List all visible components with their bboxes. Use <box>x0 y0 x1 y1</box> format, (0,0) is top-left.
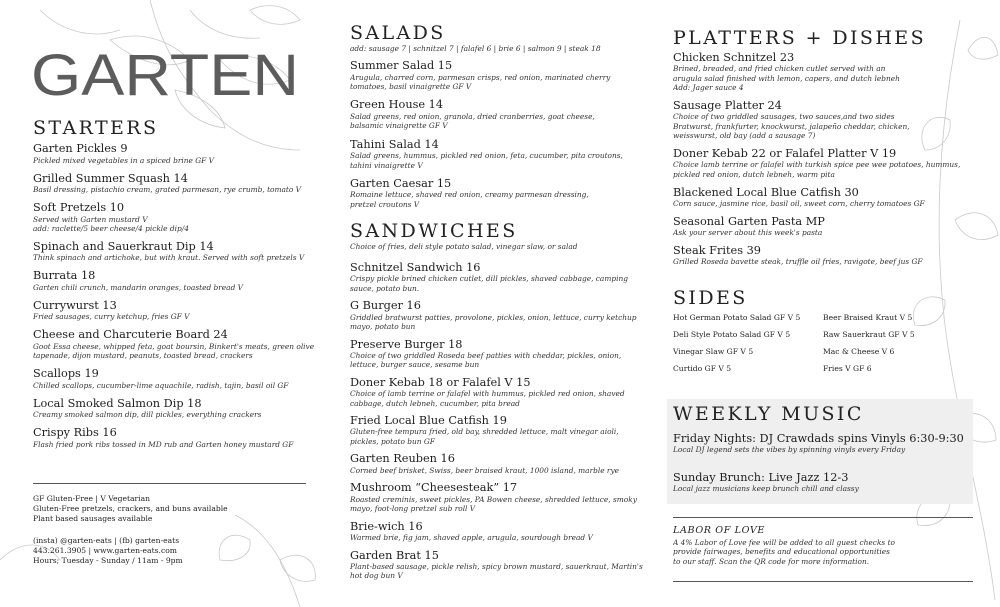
menu-item-name: Burrata 18 <box>33 269 96 283</box>
menu-item-desc: Chilled scallops, cucumber-lime aquachile, radish, tajin, basil oil GF <box>33 380 289 390</box>
menu-item <box>350 376 650 408</box>
dietary-notes <box>33 494 228 524</box>
menu-item-name: Spinach and Sauerkraut Dip 14 <box>33 239 214 253</box>
salad-addons: add: sausage 7 | schnitzel 7 | falafel 6 | brie 6 | salmon 9 | steak 18 <box>350 44 601 53</box>
menu-item-desc: Choice of two griddled sausages, two sauces,and two sides <box>673 112 895 122</box>
menu-item <box>350 338 650 370</box>
menu-item-name: Scallops 19 <box>33 367 99 381</box>
labor-of-love <box>673 525 895 566</box>
menu-item-desc: Plant-based sausage, pickle relish, spicy brown mustard, sauerkraut, Martin's <box>350 561 643 571</box>
menu-item-name: Fried Local Blue Catfish 19 <box>350 414 507 428</box>
menu-item-desc: cabbage, dutch lebneh, cucumber, pita bread <box>350 398 520 408</box>
menu-item-desc: Fried sausages, curry ketchup, fries GF V <box>33 312 190 322</box>
menu-item <box>673 147 973 179</box>
menu-item-name: Cheese and Charcuterie Board 24 <box>33 328 228 342</box>
divider <box>33 483 306 484</box>
menu-item-desc: Gluten-free tempura fried, old bay, shredded lettuce, malt vinegar aioli, <box>350 427 619 437</box>
garten-logo-mark <box>31 49 299 99</box>
menu-item-desc: Crispy pickle brined chicken cutlet, dill pickles, shaved cabbage, camping <box>350 274 628 284</box>
side-item: Deli Style Potato Salad GF V 5 <box>673 330 791 339</box>
menu-item <box>673 186 973 209</box>
sides-list-left <box>673 309 800 377</box>
menu-item-name: Soft Pretzels 10 <box>33 201 125 214</box>
menu-item-desc: Basil dressing, pistachio cream, grated parmesan, rye crumb, tomato V <box>33 185 302 194</box>
menu-item-desc: Corned beef brisket, Swiss, beer braised kraut, 1000 island, marble rye <box>350 465 620 475</box>
weekly-music-panel <box>667 399 973 504</box>
menu-item-desc: tapenade, dijon mustard, peanuts, toasted bread, crackers <box>33 351 253 361</box>
menu-item-name: Sausage Platter 24 <box>673 99 782 113</box>
side-item: Mac & Cheese V 6 <box>823 347 895 356</box>
menu-item-name: Preserve Burger 18 <box>350 337 463 351</box>
menu-item <box>350 414 650 446</box>
section-title-music: WEEKLY MUSIC <box>673 403 864 425</box>
menu-item-name: Garten Pickles 9 <box>33 142 128 155</box>
menu-item <box>350 481 650 513</box>
menu-item-name: Garten Caesar 15 <box>350 176 452 190</box>
menu-item-name: Mushroom “Cheesesteak” 17 <box>350 481 518 495</box>
menu-item-desc: Grilled Roseda bavette steak, truffle oil fries, ravigote, beef jus GF <box>673 257 923 267</box>
divider <box>673 517 973 518</box>
sides-list-right <box>823 309 915 377</box>
menu-item <box>33 426 323 449</box>
menu-item-desc: Brined, breaded, and fried chicken cutlet served with an <box>673 64 886 74</box>
menu-item <box>350 98 650 130</box>
dietary-note: Gluten-Free pretzels, crackers, and buns available <box>33 504 228 513</box>
menu-item-desc: Think spinach and artichoke, but with kraut. Served with soft pretzels V <box>33 253 305 263</box>
menu-item-desc: Flash fried pork ribs tossed in MD rub and Garten honey mustard GF <box>33 439 294 449</box>
menu-item-name: Blackened Local Blue Catfish 30 <box>673 185 859 199</box>
menu-item-desc: Choice of lamb terrine or falafel with hummus, pickled red onion, shaved <box>350 389 625 399</box>
menu-item-desc: pretzel croutons V <box>350 199 420 209</box>
sandwiches-list <box>350 261 650 587</box>
menu-item-name: Garden Brat 15 <box>350 548 439 562</box>
side-item: Raw Sauerkraut GF V 5 <box>823 330 915 339</box>
contact-info <box>33 536 183 566</box>
menu-item-name: Steak Frites 39 <box>673 244 761 258</box>
section-title-salads: SALADS <box>350 22 446 44</box>
labor-of-love-desc: to our staff. Scan the QR code for more information. <box>673 556 870 566</box>
menu-item-desc: mayo, foot-long pretzel sub roll V <box>350 504 476 514</box>
divider <box>673 581 973 582</box>
section-title-sandwiches: SANDWICHES <box>350 220 518 242</box>
menu-item <box>673 215 973 238</box>
menu-item-desc: Griddled bratwurst patties, provolone, pickles, onion, lettuce, curry ketchup <box>350 312 637 322</box>
menu-item-name: Doner Kebab 22 or Falafel Platter V 19 <box>673 147 897 161</box>
music-event-name: Sunday Brunch: Live Jazz 12-3 <box>673 471 849 484</box>
menu-item-name: Garten Reuben 16 <box>350 452 455 466</box>
menu-item-desc: mayo, potato bun <box>350 322 416 331</box>
menu-item-desc: pickles, potato bun GF <box>350 436 435 446</box>
menu-item-name: Schnitzel Sandwich 16 <box>350 261 481 274</box>
menu-item <box>33 201 323 233</box>
menu-item-name: Seasonal Garten Pasta MP <box>673 214 825 228</box>
opening-hours: Hours; Tuesday - Sunday / 11am - 9pm <box>33 556 183 565</box>
menu-item <box>33 269 323 292</box>
starters-list <box>33 142 323 456</box>
menu-item-desc: Corn sauce, jasmine rice, basil oil, sweet corn, cherry tomatoes GF <box>673 198 925 208</box>
labor-of-love-desc: provide fairwages, benefits and educational opportunities <box>673 547 890 557</box>
menu-item-name: Green House 14 <box>350 98 444 112</box>
menu-item <box>33 397 323 420</box>
menu-item-desc: Warmed brie, fig jam, shaved apple, arugula, sourdough bread V <box>350 532 593 542</box>
menu-item-name: Chicken Schnitzel 23 <box>673 51 795 64</box>
menu-item <box>33 367 323 390</box>
menu-item-desc: Bratwurst, frankfurter, knockwurst, jalapeño cheddar, chicken, <box>673 121 910 131</box>
music-event <box>673 432 964 454</box>
section-title-sides: SIDES <box>673 287 748 309</box>
menu-item-desc: Ask your server about this week's pasta <box>673 228 823 238</box>
salads-list <box>350 59 650 216</box>
menu-item-desc: hot dog bun V <box>350 571 403 581</box>
section-title-starters: STARTERS <box>33 117 159 139</box>
side-item: Beer Braised Kraut V 5 <box>823 313 913 322</box>
menu-item-desc: weisswurst, old bay (add a sausage 7) <box>673 131 816 141</box>
menu-item <box>350 59 650 91</box>
music-event-desc: Local DJ legend sets the vibes by spinning vinyls every Friday <box>673 445 906 454</box>
menu-item-name: Tahini Salad 14 <box>350 137 439 151</box>
menu-item-name: Doner Kebab 18 or Falafel V 15 <box>350 375 531 389</box>
menu-item-desc: Goot Essa cheese, whipped feta, goat boursin, Binkert's meats, green olive <box>33 341 315 351</box>
menu-item <box>673 51 973 93</box>
menu-item <box>33 299 323 322</box>
dietary-note: Plant based sausages available <box>33 514 153 523</box>
labor-of-love-desc: A 4% Labor of Love fee will be added to all guest checks to <box>673 538 895 547</box>
menu-item <box>33 240 323 263</box>
garten-logo <box>31 49 299 99</box>
menu-item-name: Crispy Ribs 16 <box>33 426 117 440</box>
menu-item <box>350 549 650 581</box>
menu-item <box>673 244 973 267</box>
labor-of-love-title: LABOR OF LOVE <box>673 525 766 536</box>
side-item: Hot German Potato Salad GF V 5 <box>673 313 801 322</box>
menu-item-desc: Add: Jager sauce 4 <box>673 83 744 93</box>
music-event-desc: Local jazz musicians keep brunch chill and classy <box>673 484 859 493</box>
sandwich-side-choice: Choice of fries, deli style potato salad, vinegar slaw, or salad <box>350 242 578 251</box>
menu-item <box>350 138 650 170</box>
menu-item-desc: Romaine lettuce, shaved red onion, creamy parmesan dressing, <box>350 190 589 200</box>
menu-item-desc: add: raclette/5 beer cheese/4 pickle dip/4 <box>33 223 189 233</box>
phone-website: 443.261.3905 | www.garten-eats.com <box>33 546 177 555</box>
menu-item-desc: Arugula, charred corn, parmesan crisps, red onion, marinated cherry <box>350 72 611 82</box>
menu-item <box>33 328 323 360</box>
menu-item-desc: Roasted creminis, sweet pickles, PA Bowen cheese, shredded lettuce, smoky <box>350 494 637 504</box>
social-handles: (insta) @garten-eats | (fb) garten-eats <box>33 536 180 545</box>
menu-item <box>673 99 973 141</box>
dietary-note: GF Gluten-Free | V Vegetarian <box>33 494 150 503</box>
menu-item-desc: tahini vinaigrette V <box>350 160 423 170</box>
menu-item-desc: Pickled mixed vegetables in a spiced brine GF V <box>33 155 214 165</box>
music-event <box>673 471 859 493</box>
menu-item-name: Grilled Summer Squash 14 <box>33 171 188 185</box>
menu-item-desc: pickled red onion, dutch lebneh, warm pita <box>673 169 835 179</box>
menu-item-desc: arugula salad finished with lemon, capers, and dutch lebneh <box>673 73 900 83</box>
menu-item-desc: Salad greens, hummus, pickled red onion, feta, cucumber, pita croutons, <box>350 151 623 161</box>
menu-item <box>350 177 650 209</box>
platters-list <box>673 51 973 273</box>
side-item: Vinegar Slaw GF V 5 <box>673 347 754 356</box>
menu-item <box>33 142 323 165</box>
menu-item-desc: Choice of two griddled Roseda beef patties with cheddar, pickles, onion, <box>350 350 622 360</box>
menu-item <box>350 299 650 331</box>
svg-text:GARTEN: GARTEN <box>31 49 299 99</box>
menu-item <box>33 172 323 195</box>
menu-item-name: G Burger 16 <box>350 299 421 313</box>
menu-item-desc: Served with Garten mustard V <box>33 214 148 224</box>
menu-item-name: Currywurst 13 <box>33 298 117 312</box>
menu-item-desc: Creamy smoked salmon dip, dill pickles, everything crackers <box>33 410 262 420</box>
menu-item-desc: tomatoes, basil vinaigrette GF V <box>350 81 472 91</box>
menu-item-desc: Garten chili crunch, mandarin oranges, toasted bread V <box>33 282 243 292</box>
menu-item <box>350 261 650 293</box>
menu-item-name: Summer Salad 15 <box>350 59 453 72</box>
side-item: Curtido GF V 5 <box>673 364 732 373</box>
side-item: Fries V GF 6 <box>823 364 872 373</box>
menu-item-desc: sauce, potato bun. <box>350 283 420 293</box>
menu-item-desc: Choice lamb terrine or falafel with turkish spice pee wee potatoes, hummus, <box>673 160 961 170</box>
menu-item-desc: Salad greens, red onion, granola, dried cranberries, goat cheese, <box>350 111 595 121</box>
menu-item <box>350 520 650 543</box>
menu-item-desc: balsamic vinaigrette GF V <box>350 121 448 131</box>
music-event-name: Friday Nights: DJ Crawdads spins Vinyls 6:30-9:30 <box>673 432 964 445</box>
menu-item-name: Brie-wich 16 <box>350 519 423 533</box>
menu-item <box>350 452 650 475</box>
menu-item-name: Local Smoked Salmon Dip 18 <box>33 396 202 410</box>
menu-item-desc: lettuce, burger sauce, sesame bun <box>350 360 480 370</box>
section-title-platters: PLATTERS + DISHES <box>673 27 926 49</box>
